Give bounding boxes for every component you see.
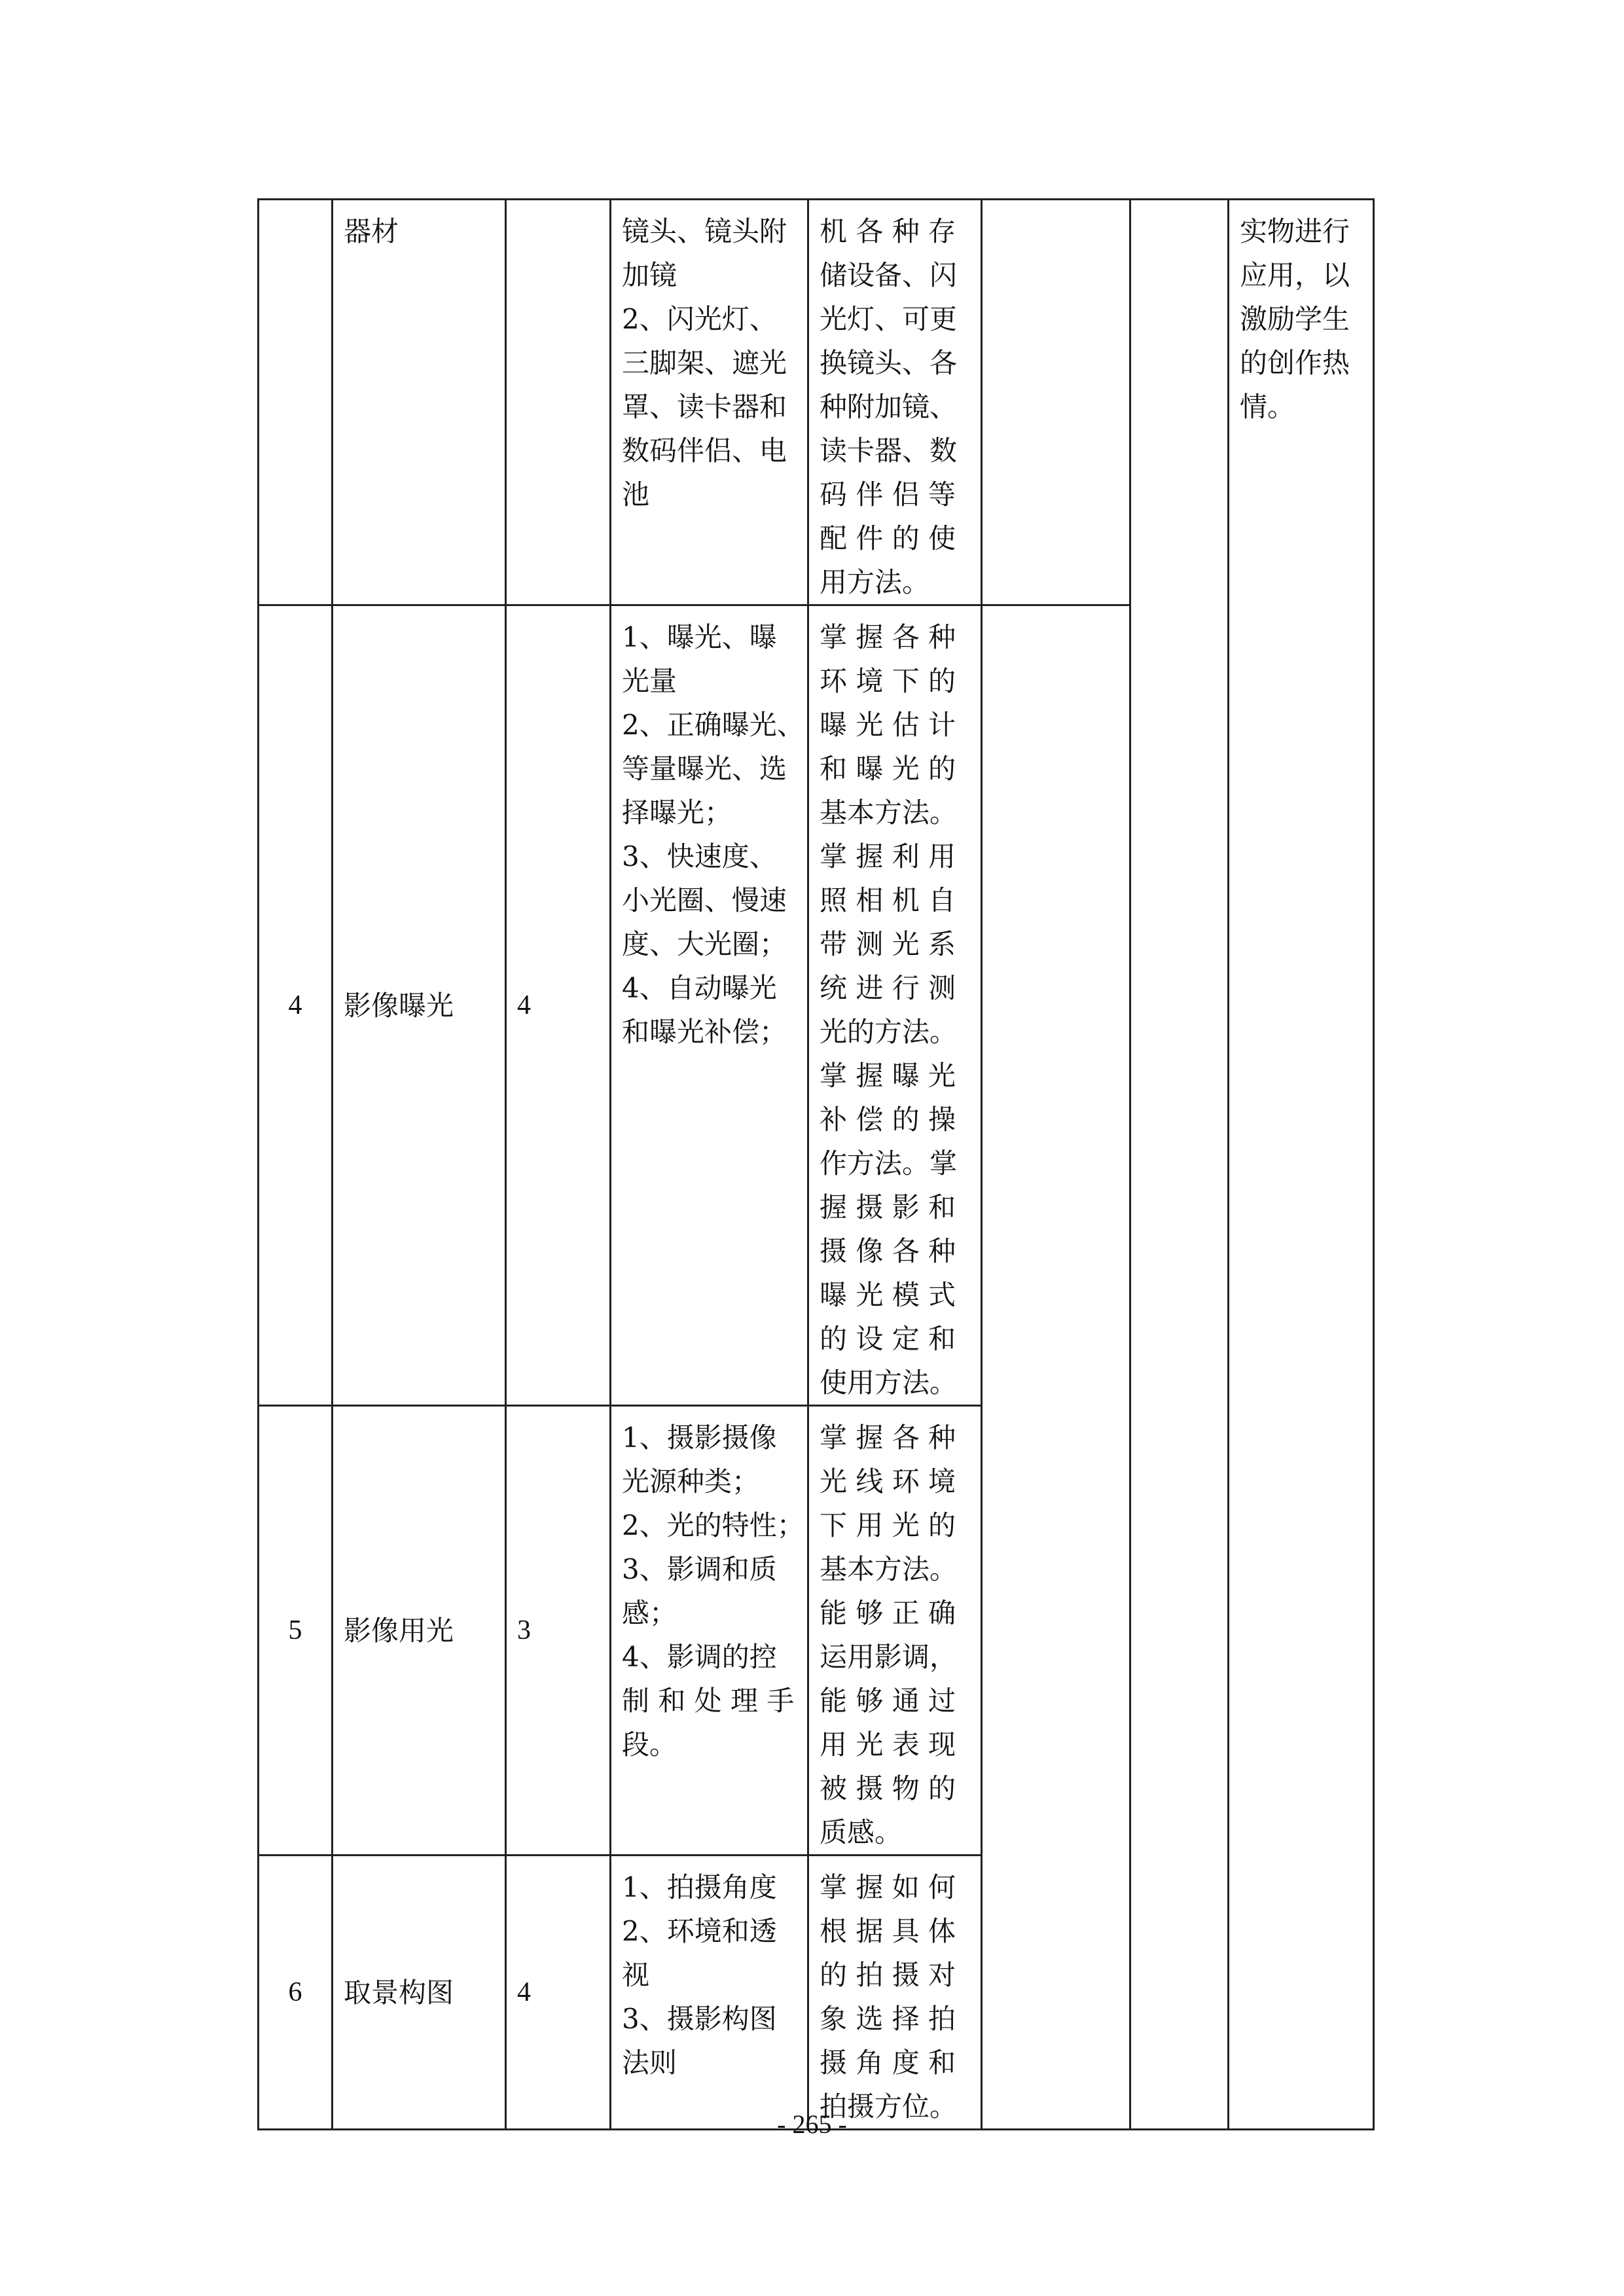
hours-cell — [506, 200, 611, 605]
content-cell: 1、拍摄角度 2、环境和透 视 3、摄影构图 法则 — [611, 1856, 808, 2130]
topic-cell: 器材 — [333, 200, 506, 605]
hours-cell: 3 — [506, 1406, 611, 1856]
row-number — [259, 200, 333, 605]
goal-cell: 机 各 种 存 储设备、闪 光灯、可更 换镜头、各 种附加镜、 读卡器、数 码 伴 侣 等 配 件 的 使 用方法。 — [808, 200, 982, 605]
topic-cell: 取景构图 — [333, 1856, 506, 2130]
content-cell: 1、摄影摄像 光源种类； 2、光的特性； 3、影调和质 感； 4、影调的控 制 和 处 理 手 段。 — [611, 1406, 808, 1856]
topic-cell: 影像用光 — [333, 1406, 506, 1856]
hours-cell: 4 — [506, 605, 611, 1406]
goal-cell: 掌 握 如 何 根 据 具 体 的 拍 摄 对 象 选 择 拍 摄 角 度 和 拍摄方位。 — [808, 1856, 982, 2130]
goal-cell: 掌 握 各 种 光 线 环 境 下 用 光 的 基本方法。 能 够 正 确 运用影调， 能 够 通 过 用 光 表 现 被 摄 物 的 质感。 — [808, 1406, 982, 1856]
row-number: 6 — [259, 1856, 333, 2130]
page-number: - 265 - — [777, 2109, 847, 2139]
topic-cell: 影像曝光 — [333, 605, 506, 1406]
content-cell: 镜头、镜头附 加镜 2、闪光灯、 三脚架、遮光 罩、读卡器和 数码伴侣、电 池 — [611, 200, 808, 605]
row-number: 4 — [259, 605, 333, 1406]
goal-cell: 掌 握 各 种 环 境 下 的 曝 光 估 计 和 曝 光 的 基本方法。 掌 握 利 用 照 相 机 自 带 测 光 系 统 进 行 测 光的方法。 掌 握 曝 光 补 偿 的 操 作方法。掌 握 摄 影 和 摄 像 各 种 曝 光 模 式 的 设 定 和 使用方法。 — [808, 605, 982, 1406]
row-number: 5 — [259, 1406, 333, 1856]
empty-cell — [982, 200, 1130, 605]
course-table — [257, 198, 1375, 2130]
empty-cell — [1130, 200, 1229, 2130]
table-row — [259, 200, 1374, 605]
empty-cell — [982, 605, 1130, 2130]
content-cell: 1、曝光、曝 光量 2、正确曝光、 等量曝光、选 择曝光； 3、快速度、 小光圈、慢速 度、大光圈； 4、自动曝光 和曝光补偿； — [611, 605, 808, 1406]
note-cell: 实物进行 应用，以 激励学生 的创作热 情。 — [1229, 200, 1374, 2130]
hours-cell: 4 — [506, 1856, 611, 2130]
